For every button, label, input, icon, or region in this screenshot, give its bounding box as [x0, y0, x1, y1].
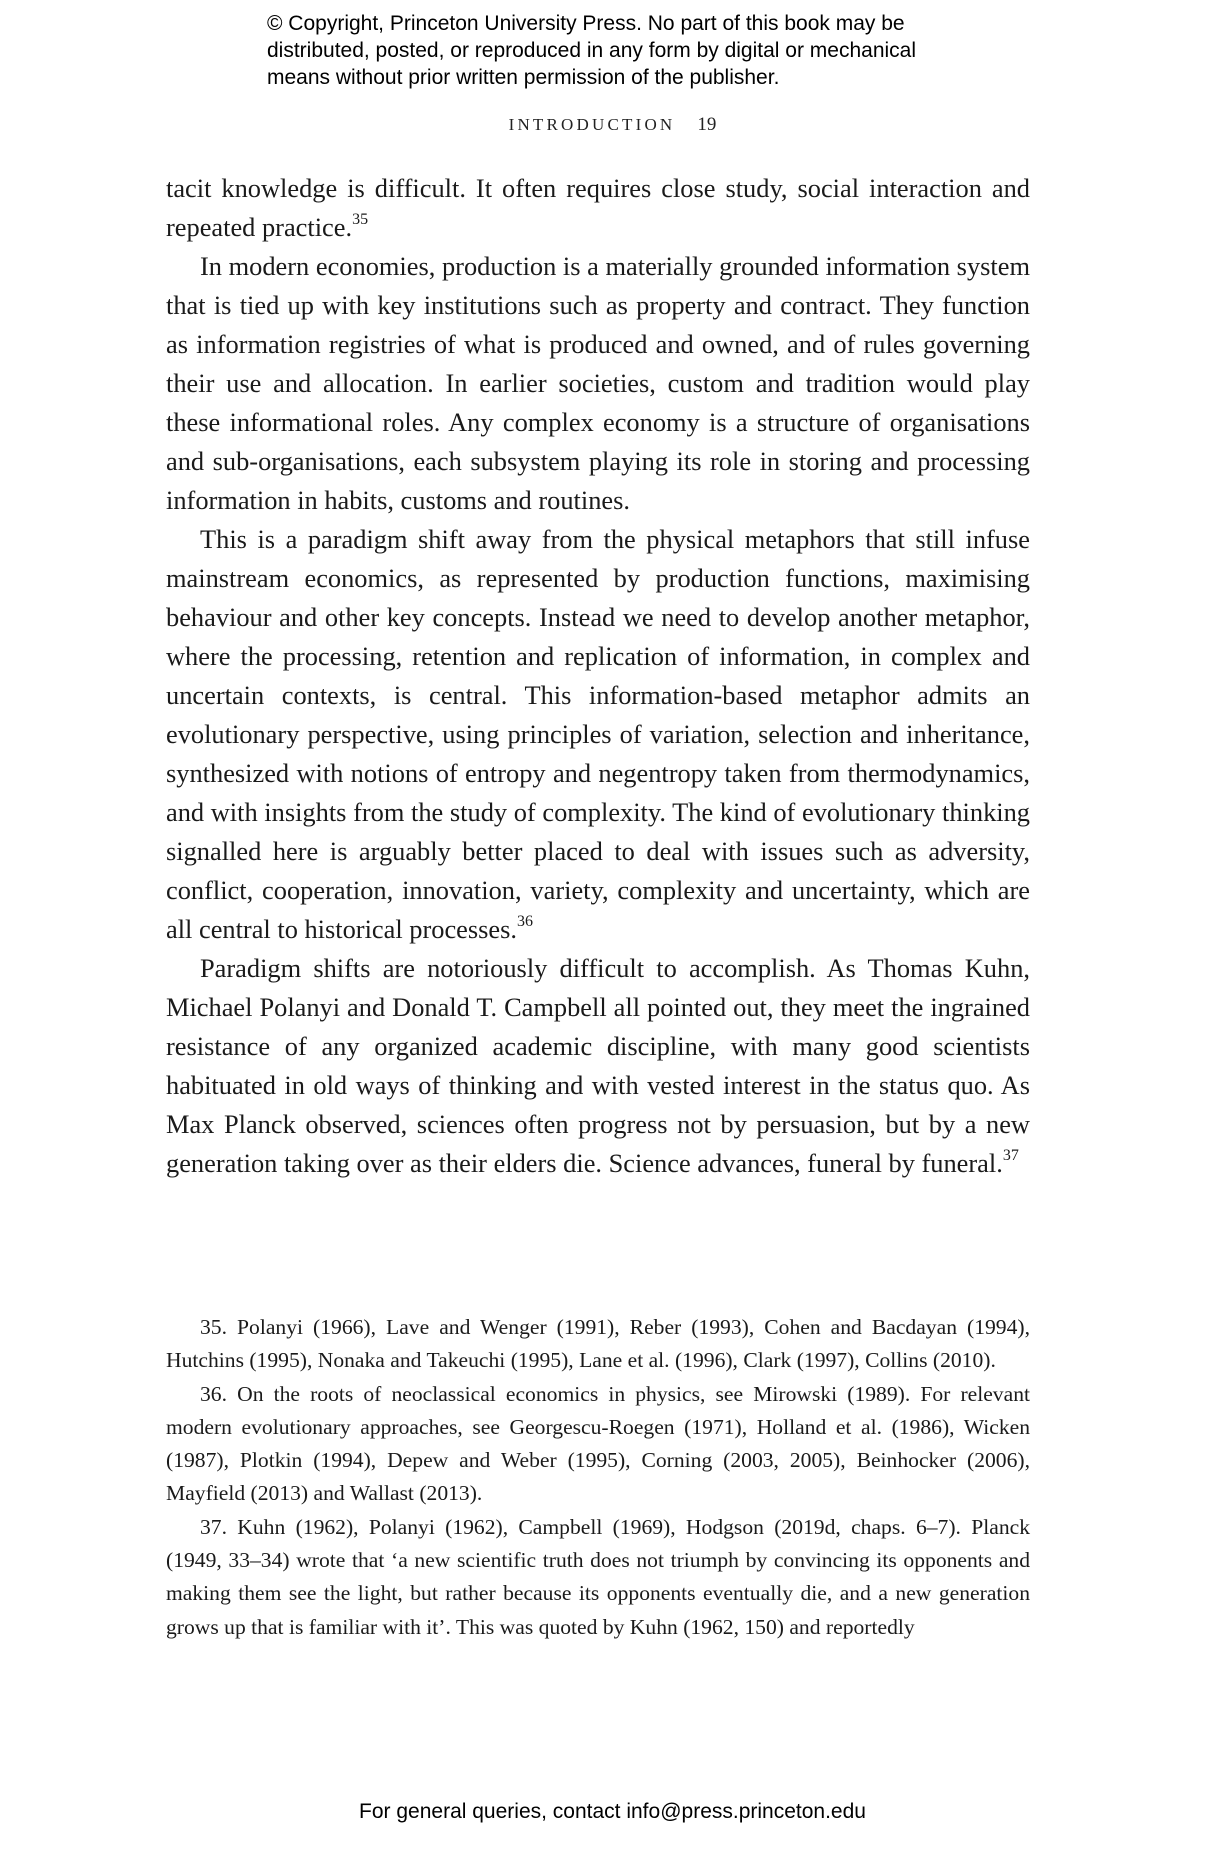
- body-paragraph: [166, 169, 1030, 247]
- note-reference[interactable]: 37: [1002, 1147, 1019, 1165]
- body-paragraph: [166, 949, 1030, 1183]
- copyright-notice: [267, 10, 1027, 91]
- paragraph-text: In modern economies, production is a materially grounded information system that is tied up with key institutions such as property and contract. They function as information registries of what is produced and owned, and of rules governing their use and allocation. In earlier societies, custom and tradition would play these informational roles. Any complex economy is a structure of organisations and sub-organisations, each subsystem playing its role in storing and processing information in habits, customs and routines.: [166, 251, 1030, 515]
- footnotes: [166, 1311, 1030, 1644]
- footnote-36: 36. On the roots of neoclassical economics in physics, see Mirowski (1989). For relevant modern evolutionary approaches, see Georgescu-Roegen (1971), Holland et al. (1986), Wicken (1987), Plotkin (1994), Depew and Weber (1995), Corning (2003, 2005), Beinhocker (2006), Mayfield (2013) and Wallast (2013).: [166, 1381, 1030, 1506]
- main-text: [166, 169, 1030, 1183]
- footer-contact: For general queries, contact info@press.princeton.edu: [359, 1800, 866, 1823]
- footnote-37: 37. Kuhn (1962), Polanyi (1962), Campbell (1969), Hodgson (2019d, chaps. 6–7). Planck (1949, 33–34) wrote that ‘a new scientific truth does not triumph by convincing its opponents and making them see the light, but rather because its opponents eventually die, and a new generation grows up that is familiar with it’. This was quoted by Kuhn (1962, 150) and reportedly: [166, 1514, 1030, 1639]
- paragraph-text: Paradigm shifts are notoriously difficult to accomplish. As Thomas Kuhn, Michael Polanyi and Donald T. Campbell all pointed out, they meet the ingrained resistance of any organized academic discipline, with many good scientists habituated in old ways of thinking and with vested interest in the status quo. As Max Planck observed, sciences often progress not by persuasion, but by a new generation taking over as their elders die. Science advances, funeral by funeral.: [166, 953, 1030, 1178]
- running-head-title: INTRODUCTION: [508, 115, 676, 134]
- copyright-line: means without prior written permission of the publisher.: [267, 66, 780, 89]
- paragraph-text: tacit knowledge is difficult. It often requires close study, social interaction and repeated practice.: [166, 173, 1030, 242]
- note-reference[interactable]: 36: [517, 913, 534, 931]
- running-head: [0, 114, 1225, 136]
- footnote-35: 35. Polanyi (1966), Lave and Wenger (1991), Reber (1993), Cohen and Bacdayan (1994), Hutchins (1995), Nonaka and Takeuchi (1995), Lane et al. (1996), Clark (1997), Collins (2010).: [166, 1315, 1030, 1373]
- copyright-line: distributed, posted, or reproduced in any form by digital or mechanical: [267, 39, 917, 62]
- body-paragraph: [166, 247, 1030, 520]
- body-paragraph: [166, 520, 1030, 949]
- page-number: 19: [697, 114, 717, 135]
- paragraph-text: This is a paradigm shift away from the physical metaphors that still infuse mainstream economics, as represented by production functions, maximising behaviour and other key concepts. Instead we need to develop another metaphor, where the processing, retention and replication of information, in complex and uncertain contexts, is central. This information-based metaphor admits an evolutionary perspective, using principles of variation, selection and inheritance, synthesized with notions of entropy and negentropy taken from thermodynamics, and with insights from the study of complexity. The kind of evolutionary thinking signalled here is arguably better placed to deal with issues such as adversity, conflict, cooperation, innovation, variety, complexity and uncertainty, which are all central to historical processes.: [166, 524, 1030, 944]
- note-reference[interactable]: 35: [352, 211, 369, 229]
- copyright-line: © Copyright, Princeton University Press. No part of this book may be: [267, 12, 905, 35]
